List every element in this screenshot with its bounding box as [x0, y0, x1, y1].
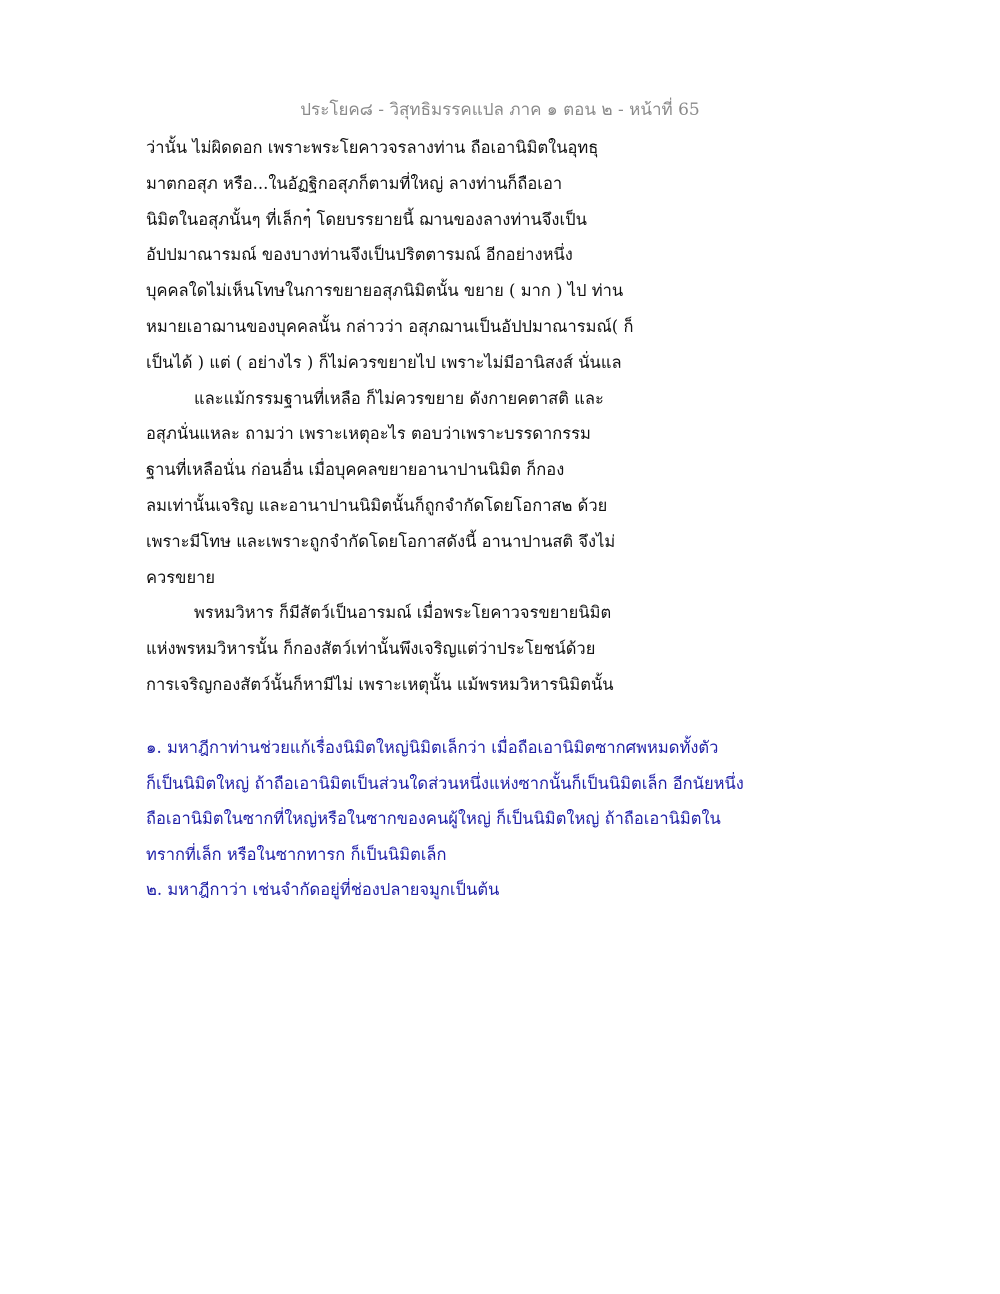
- body-line: เป็นได้ ) แต่ ( อย่างไร ) ก็ไม่ควรขยายไป เพราะไม่มีอานิสงส์ นั่นแล: [146, 352, 622, 372]
- footnote-1-line: ๑. มหาฎีกาท่านช่วยแก้เรื่องนิมิตใหญ่นิมิตเล็กว่า เมื่อถือเอานิมิตซากศพหมดทั้งตัว: [146, 738, 719, 757]
- body-line: นิมิตในอสุภนั้นๆ ที่เล็กๆ๋ โดยบรรยายนี้ ฌานของลางท่านจึงเป็น: [146, 209, 587, 229]
- body-line: อสุภนั่นแหละ ถามว่า เพราะเหตุอะไร ตอบว่าเพราะบรรดากรรม: [146, 424, 591, 444]
- body-line: เพราะมีโทษ และเพราะถูกจำกัดโดยโอกาสดังนี้ อานาปานสติ จึงไม่: [146, 531, 616, 551]
- body-line: หมายเอาฌานของบุคคลนั้น กล่าวว่า อสุภฌานเป็นอัปปมาณารมณ์( ก็: [146, 316, 634, 336]
- body-line: อัปปมาณารมณ์ ของบางท่านจึงเป็นปริตตารมณ์ อีกอย่างหนึ่ง: [146, 245, 573, 265]
- paragraph-start-line: พรหมวิหาร ก็มีสัตว์เป็นอารมณ์ เมื่อพระโยคาวจรขยายนิมิต: [194, 603, 612, 623]
- footnote-1-line: ก็เป็นนิมิตใหญ่ ถ้าถือเอานิมิตเป็นส่วนใดส่วนหนึ่งแห่งซากนั้นก็เป็นนิมิตเล็ก อีกนัยหนึ่ง: [146, 773, 744, 793]
- body-text: [146, 130, 866, 703]
- footnote-1-line: ทรากที่เล็ก หรือในซากทารก ก็เป็นนิมิตเล็ก: [146, 844, 447, 864]
- running-header: ประโยค๘ - วิสุทธิมรรคแปล ภาค ๑ ตอน ๒ - หน้าที่ 65: [300, 100, 700, 120]
- body-line: ฐานที่เหลือนั่น ก่อนอื่น เมื่อบุคคลขยายอานาปานนิมิต ก็กอง: [146, 460, 565, 480]
- body-line: ควรขยาย: [146, 567, 216, 587]
- body-line: มาตกอสุภ หรือ...ในอัฏฐิกอสุภก็ตามที่ใหญ่ ลางท่านก็ถือเอา: [146, 173, 563, 193]
- paragraph-start-line: และแม้กรรมฐานที่เหลือ ก็ไม่ควรขยาย ดังกายคตาสติ และ: [194, 388, 604, 408]
- body-line: การเจริญกองสัตว์นั้นก็หามีไม่ เพราะเหตุนั้น แม้พรหมวิหารนิมิตนั้น: [146, 674, 614, 694]
- body-line: ลมเท่านั้นเจริญ และอานาปานนิมิตนั้นก็ถูกจำกัดโดยโอกาส๒ ด้วย: [146, 495, 608, 515]
- footnote-1-line: ถือเอานิมิตในซากที่ใหญ่หรือในซากของคนผู้ใหญ่ ก็เป็นนิมิตใหญ่ ถ้าถือเอานิมิตใน: [146, 809, 721, 829]
- body-line: บุคคลใดไม่เห็นโทษในการขยายอสุภนิมิตนั้น ขยาย ( มาก ) ไป ท่าน: [146, 281, 624, 301]
- footnotes: [146, 730, 966, 908]
- body-line: ว่านั้น ไม่ผิดดอก เพราะพระโยคาวจรลางท่าน ถือเอานิมิตในอุทธุ: [146, 138, 599, 157]
- body-line: แห่งพรหมวิหารนั้น ก็กองสัตว์เท่านั้นพึงเจริญแต่ว่าประโยชน์ด้วย: [146, 639, 596, 659]
- footnote-2-line: ๒. มหาฎีกาว่า เช่นจำกัดอยู่ที่ช่องปลายจมูกเป็นต้น: [146, 880, 500, 900]
